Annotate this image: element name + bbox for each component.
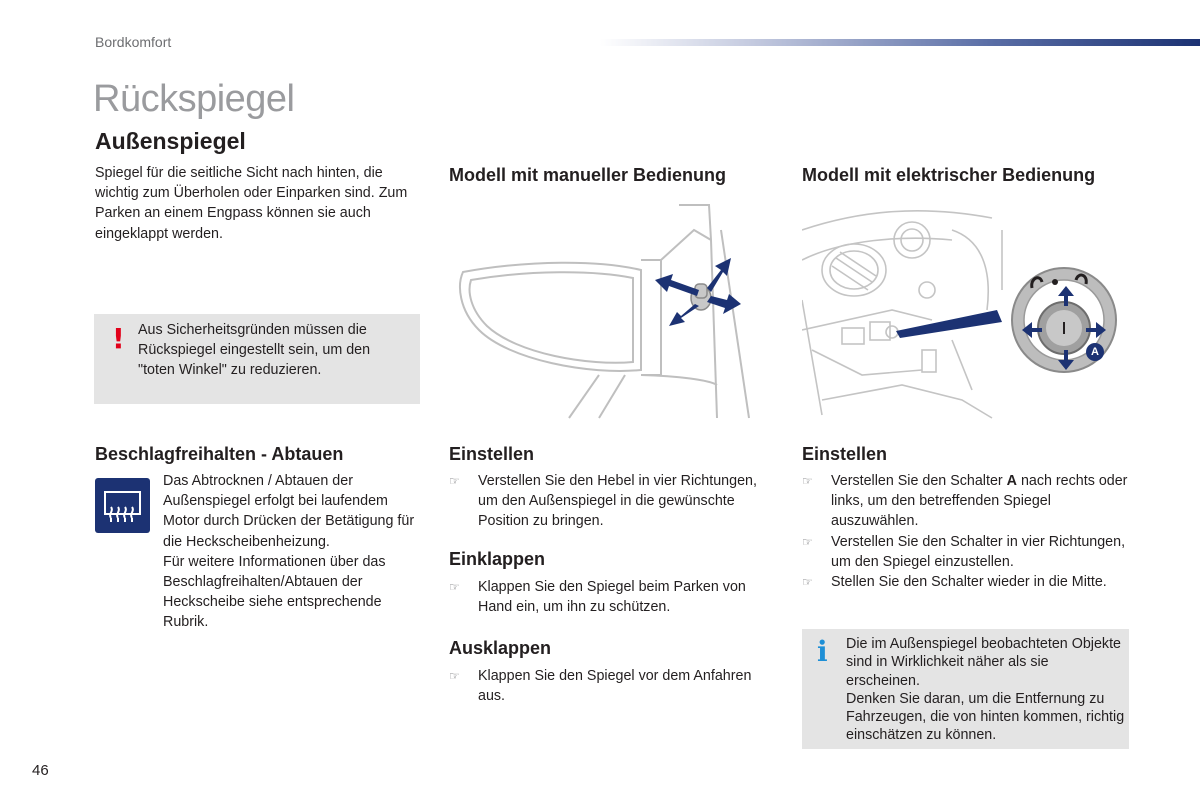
list-item: ☞ Verstellen Sie den Schalter A nach rechts oder links, um den betreffenden Spiegel auszuwählen.: [802, 473, 1128, 530]
section-label: Bordkomfort: [95, 34, 172, 50]
intro-text: Spiegel für die seitliche Sicht nach hinten, die wichtig zum Überholen oder Einparken sind. Zum Parken an einem Engpass können sie auch eingeklappt werden.: [95, 165, 408, 242]
callout-a-badge: A: [1086, 343, 1104, 361]
defrost-text-2: Für weitere Informationen über das Beschlagfreihalten/Abtauen der Heckscheibe siehe entsprechende Rubrik.: [163, 553, 386, 631]
info-icon: i: [817, 635, 828, 668]
manual-fold-heading: Einklappen: [449, 549, 546, 569]
rear-defrost-icon: [95, 478, 150, 533]
info-text: [846, 635, 1126, 745]
list-item: ☞ Klappen Sie den Spiegel beim Parken von Hand ein, um ihn zu schützen.: [449, 579, 746, 616]
defrost-text: [163, 471, 423, 633]
manual-adjust-heading: Einstellen: [449, 444, 535, 464]
bullet-icon: ☞: [802, 575, 813, 590]
warning-icon: !: [112, 322, 125, 355]
page-number: 46: [32, 762, 49, 779]
page-title: Rückspiegel: [93, 78, 295, 120]
bullet-icon: ☞: [449, 580, 460, 594]
info-text-2: Denken Sie daran, um die Entfernung zu Fahrzeugen, die von hinten kommen, richtig einschätzen zu können.: [846, 690, 1125, 744]
list-item: ☞ Verstellen Sie den Schalter in vier Richtungen, um den Spiegel einzustellen.: [802, 533, 1126, 570]
bullet-icon: ☞: [449, 669, 460, 683]
defrost-heading: Beschlagfreihalten - Abtauen: [95, 444, 344, 464]
header-bar: [600, 39, 1200, 46]
bullet-icon: ☞: [802, 534, 813, 549]
intro-heading: Außenspiegel: [95, 128, 246, 154]
warning-box: [94, 314, 420, 404]
manual-adjust-list: [449, 471, 779, 532]
manual-heading: Modell mit manueller Bedienung: [449, 165, 727, 185]
defrost-text-1: Das Abtrocknen / Abtauen der Außenspiegel erfolgt bei laufendem Motor durch Drücken der Betätigung für die Heckscheibenheizung.: [163, 473, 415, 550]
list-item: ☞ Klappen Sie den Spiegel vor dem Anfahren aus.: [449, 668, 752, 705]
info-text-1: Die im Außenspiegel beobachteten Objekte sind in Wirklichkeit näher als sie erscheinen.: [846, 636, 1121, 689]
bullet-icon: ☞: [449, 474, 460, 488]
electric-adjust-heading: Einstellen: [802, 444, 888, 464]
manual-unfold-list: [449, 666, 779, 706]
electric-heading: Modell mit elektrischer Bedienung: [802, 165, 1096, 185]
electric-mirror-illustration: [802, 200, 1120, 420]
electric-adjust-list: [802, 471, 1130, 592]
info-box: [802, 629, 1129, 749]
warning-text: Aus Sicherheitsgründen müssen die Rückspiegel eingestellt sein, um den "toten Winkel" zu reduzieren.: [138, 322, 371, 379]
manual-fold-list: [449, 577, 779, 617]
manual-mirror-illustration: [449, 200, 763, 420]
list-item: ☞ Stellen Sie den Schalter wieder in die Mitte.: [802, 572, 1130, 592]
switch-a-label: A: [1006, 473, 1017, 489]
bullet-icon: ☞: [802, 474, 813, 488]
manual-unfold-heading: Ausklappen: [449, 638, 552, 658]
list-item: ☞ Verstellen Sie den Hebel in vier Richtungen, um den Außenspiegel in die gewünschte Position zu bringen.: [449, 473, 757, 530]
